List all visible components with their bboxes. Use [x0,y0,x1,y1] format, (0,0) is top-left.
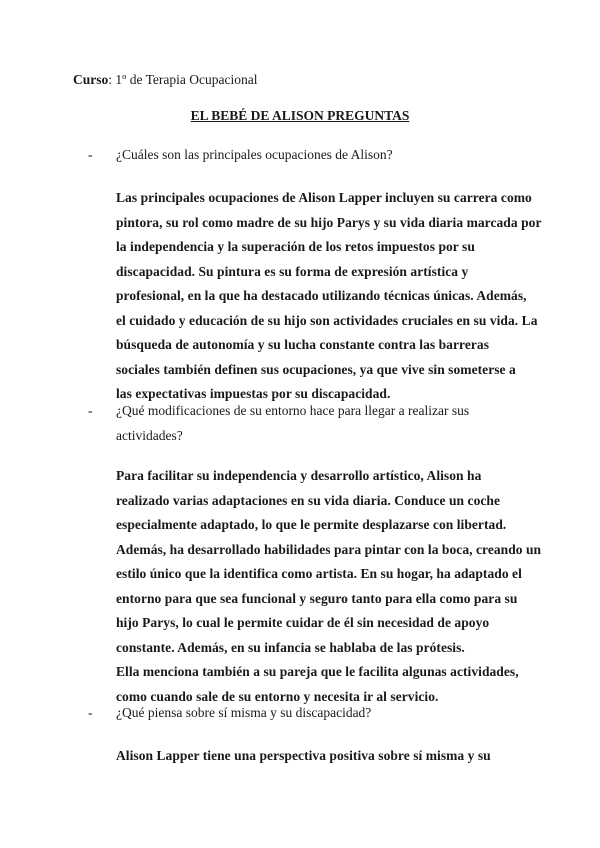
answer-line: hijo Parys, lo cual le permite cuidar de él sin necesidad de apoyo [116,615,490,630]
document-title: EL BEBÉ DE ALISON PREGUNTAS [190,108,410,123]
answer-line: estilo único que la identifica como artista. En su hogar, ha adaptado el [116,566,522,581]
question-3 [88,701,528,726]
answer-line: Alison Lapper tiene una perspectiva positiva sobre sí misma y su [116,748,491,763]
bullet-dash: - [88,147,93,162]
course-label: Curso [73,72,109,87]
answer-line: las expectativas impuestas por su discapacidad. [116,386,391,401]
answer-3 [116,744,536,769]
answer-line: entorno para que sea funcional y seguro tanto para ella como para su [116,590,518,606]
answer-2 [116,464,542,709]
answer-line: sociales también definen sus ocupaciones, ya que vive sin someterse a [116,361,516,377]
answer-line: Las principales ocupaciones de Alison Lapper incluyen su carrera como [116,190,532,205]
answer-line: realizado varias adaptaciones en su vida diaria. Conduce un coche [116,492,501,508]
question-text: ¿Qué modificaciones de su entorno hace para llegar a realizar sus [116,403,470,418]
question-text: ¿Qué piensa sobre sí misma y su discapacidad? [116,705,372,720]
question-text: actividades? [116,427,183,443]
bullet-dash: - [88,705,93,720]
answer-line: como cuando sale de su entorno y necesita ir al servicio. [116,688,439,704]
answer-line: constante. Además, en su infancia se hablaba de las prótesis. [116,639,465,655]
question-1 [88,143,528,168]
answer-line: pintora, su rol como madre de su hijo Parys y su vida diaria marcada por [116,214,542,230]
question-text: ¿Cuáles son las principales ocupaciones de Alison? [116,147,393,162]
answer-line: profesional, en la que ha destacado utilizando técnicas únicas. Además, [116,288,527,303]
answer-line: Ella menciona también a su pareja que le facilita algunas actividades, [116,664,519,679]
course-value: : 1º de Terapia Ocupacional [108,72,258,87]
answer-line: especialmente adaptado, lo que le permite desplazarse con libertad. [116,517,507,532]
answer-1 [116,186,542,407]
question-2 [88,399,528,448]
answer-line: Además, ha desarrollado habilidades para pintar con la boca, creando un [116,541,542,557]
answer-line: búsqueda de autonomía y su lucha constante contra las barreras [116,337,490,352]
answer-line: el cuidado y educación de su hijo son actividades cruciales en su vida. La [116,312,538,328]
answer-line: Para facilitar su independencia y desarrollo artístico, Alison ha [116,468,482,483]
answer-line: discapacidad. Su pintura es su forma de expresión artística y [116,263,469,279]
bullet-dash: - [88,403,93,418]
course-line [73,72,257,88]
answer-line: la independencia y la superación de los retos impuestos por su [116,239,475,254]
